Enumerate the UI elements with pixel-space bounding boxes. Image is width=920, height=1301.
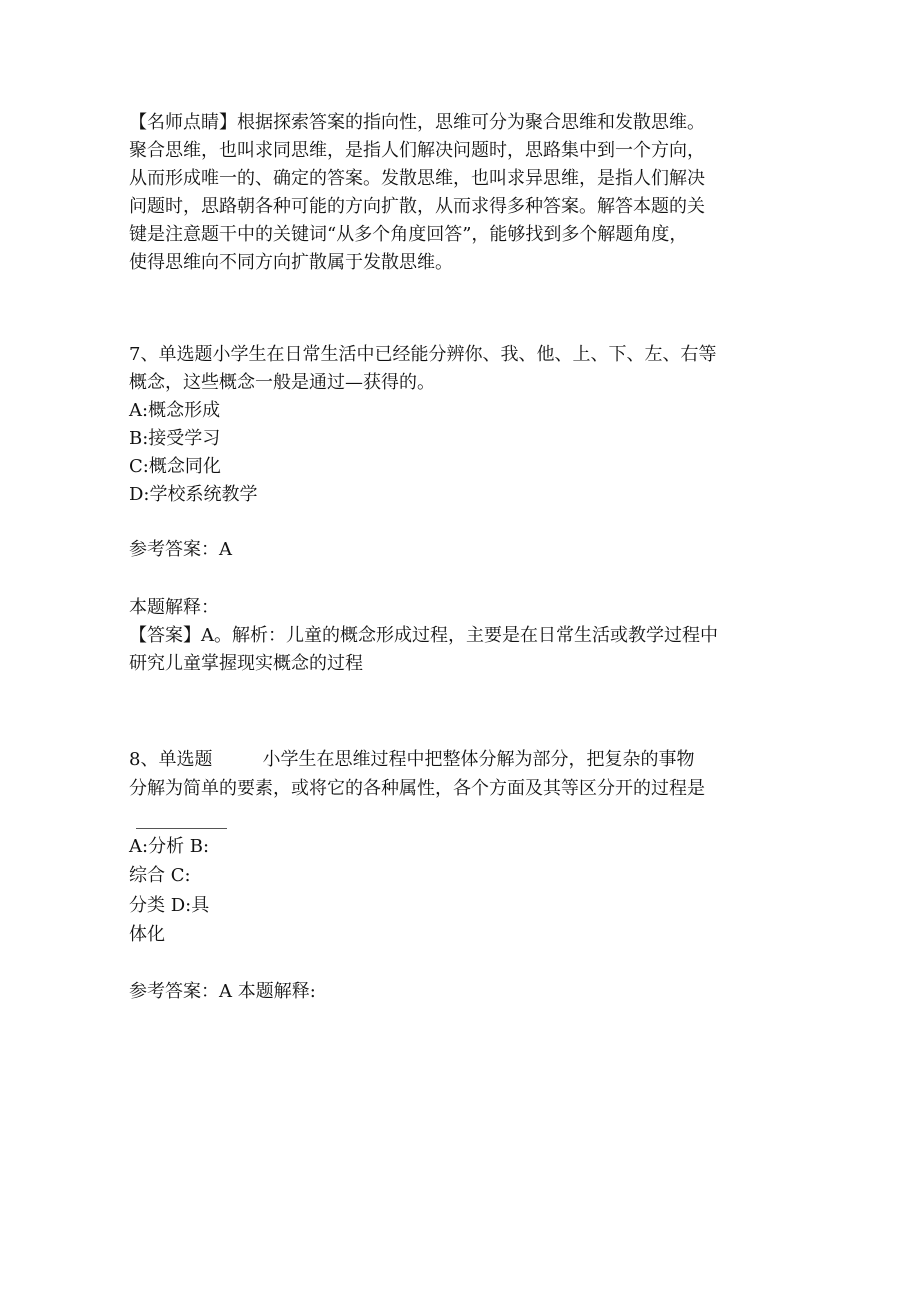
answer-line: 参考答案：A 本题解释: [129, 981, 316, 1002]
answer-blank-underline [136, 828, 227, 829]
explanation-line: 【答案】A。解析：儿童的概念形成过程，主要是在日常生活或教学过程中 [129, 625, 718, 646]
explanation-label: 本题解释： [129, 597, 219, 618]
option-d: D:学校系统教学 [129, 484, 258, 505]
tip-line: 使得思维向不同方向扩散属于发散思维。 [129, 252, 453, 273]
option-a: A:概念形成 [129, 400, 221, 421]
option-b: B:接受学习 [129, 428, 221, 449]
answer-line: 参考答案：A [129, 539, 232, 560]
question-type-label: 8、单选题 [129, 749, 213, 770]
question-stem-line: 7、单选题小学生在日常生活中已经能分辨你、我、他、上、下、左、右等 [129, 344, 717, 365]
option-line: 分类 D:具 [129, 895, 210, 916]
option-c: C:概念同化 [129, 456, 221, 477]
tip-line: 从而形成唯一的、确定的答案。发散思维，也叫求异思维，是指人们解决 [129, 168, 705, 189]
question-stem-line: 分解为简单的要素，或将它的各种属性，各个方面及其等区分开的过程是 [129, 778, 705, 799]
explanation-line: 研究儿童掌握现实概念的过程 [129, 653, 363, 674]
tip-line: 【名师点睛】根据探索答案的指向性，思维可分为聚合思维和发散思维。 [129, 112, 705, 133]
tip-line: 键是注意题干中的关键词“从多个角度回答”，能够找到多个解题角度， [129, 224, 688, 245]
tip-line: 聚合思维，也叫求同思维，是指人们解决问题时，思路集中到一个方向， [129, 140, 705, 161]
option-line: 综合 C: [129, 865, 191, 886]
question-stem-text: 小学生在思维过程中把整体分解为部分，把复杂的事物 [262, 749, 695, 770]
question-stem-line: 概念，这些概念一般是通过—获得的。 [129, 372, 435, 393]
option-line: A:分析 B: [129, 836, 210, 857]
option-line: 体化 [129, 924, 165, 945]
tip-line: 问题时，思路朝各种可能的方向扩散，从而求得多种答案。解答本题的关 [129, 196, 705, 217]
question-stem-line [129, 747, 694, 773]
